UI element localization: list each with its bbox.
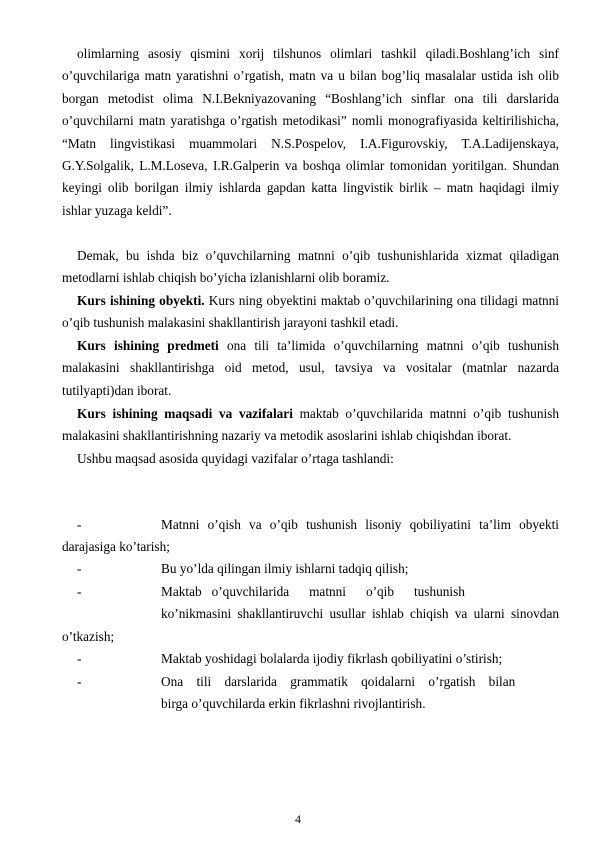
paragraph-goals bbox=[62, 403, 559, 448]
list-item bbox=[62, 671, 559, 716]
list-dash: - bbox=[77, 584, 82, 599]
list-item-text-cont: birga o’quvchilarda erkin fikrlashni rivojlantirish. bbox=[161, 696, 426, 712]
list-item bbox=[62, 581, 559, 648]
object-text: Kurs ning obyektini maktab o’quvchilarining ona tilidagi matnni o’qib tushunish malakasini shakllantirish jarayoni tashkil etadi. bbox=[62, 293, 559, 331]
paragraph-purpose-text: Demak, bu ishda biz o’quvchilarning matnni o’qib tushunishlarida xizmat qiladigan metodlarni ishlab chiqish bo’yicha izlanishlarni olib boramiz. bbox=[62, 248, 559, 286]
list-dash: - bbox=[77, 561, 82, 576]
subject-text: ona tili ta’limida o’quvchilarning matnni o’qib tushunish malakasini shakllantirishga oid metod, usul, tavsiya va vositalar (matnlar nazarda tutilyapti)dan iborat. bbox=[62, 338, 559, 398]
paragraph-tasks-intro bbox=[62, 448, 559, 470]
list-item-text: Maktab o’quvchilarida matnni o’qib tushunish bbox=[161, 584, 465, 599]
paragraph-subject bbox=[62, 335, 559, 402]
list-dash: - bbox=[77, 517, 82, 532]
goals-text: maktab o’quvchilarida matnni o’qib tushunish malakasini shakllantirishning nazariy va metodik asoslarini ishlab chiqishdan iborat. bbox=[62, 406, 559, 444]
list-item-text: Maktab yoshidagi bolalarda ijodiy fikrlash qobiliyatini o’stirish; bbox=[161, 651, 503, 666]
list-dash: - bbox=[77, 674, 82, 689]
paragraph-purpose bbox=[62, 245, 559, 290]
list-item-text: Matnni o’qish va o’qib tushunish lisoniy qobiliyatini ta’lim obyekti darajasiga ko’tarish; bbox=[62, 517, 559, 555]
tasks-intro-text: Ushbu maqsad asosida quyidagi vazifalar o’rtaga tashlandi: bbox=[77, 451, 394, 466]
list-item-text-cont: ko’nikmasini shakllantiruvchi usullar ishlab chiqish va ularni sinovdan o’tkazish; bbox=[62, 606, 559, 644]
list-item bbox=[62, 558, 559, 580]
paragraph-intro bbox=[62, 43, 559, 222]
list-dash: - bbox=[77, 651, 82, 666]
page-number: 4 bbox=[295, 812, 301, 826]
list-item-text: Ona tili darslarida grammatik qoidalarni o’rgatish bilan bbox=[161, 674, 516, 689]
subject-heading: Kurs ishining predmeti bbox=[77, 338, 219, 353]
paragraph-intro-text: olimlarning asosiy qismini xorij tilshunos olimlari tashkil qiladi.Boshlang’ich sinf o’quvchilariga matn yaratishni o’rgatish, matn va u bilan bog’liq masalalar ustida ish olib borgan metodist olima N.I.Bekniyazovaning “Boshlang’ich sinflar ona tili darslarida o’quvchilarni matn yaratishga o’rgatish metodikasi” nomli monografiyasida keltirilishicha, “Matn lingvistikasi muammolari N.S.Pospelov, I.A.Figurovskiy, T.A.Ladijenskaya, G.Y.Solgalik, L.M.Loseva, I.R.Galperin va boshqa olimlar tomonidan yoritilgan. Shundan keyingi olib borilgan ilmiy ishlarda gapdan katta lingvistik birlik – matn haqidagi ilmiy ishlar yuzaga keldi”. bbox=[62, 46, 559, 218]
list-item bbox=[62, 514, 559, 559]
object-heading: Kurs ishining obyekti. bbox=[77, 293, 205, 308]
paragraph-object bbox=[62, 290, 559, 335]
goals-heading: Kurs ishining maqsadi va vazifalari bbox=[77, 406, 293, 421]
list-item-text: Bu yo’lda qilingan ilmiy ishlarni tadqiq qilish; bbox=[161, 561, 409, 576]
list-item bbox=[62, 648, 559, 670]
